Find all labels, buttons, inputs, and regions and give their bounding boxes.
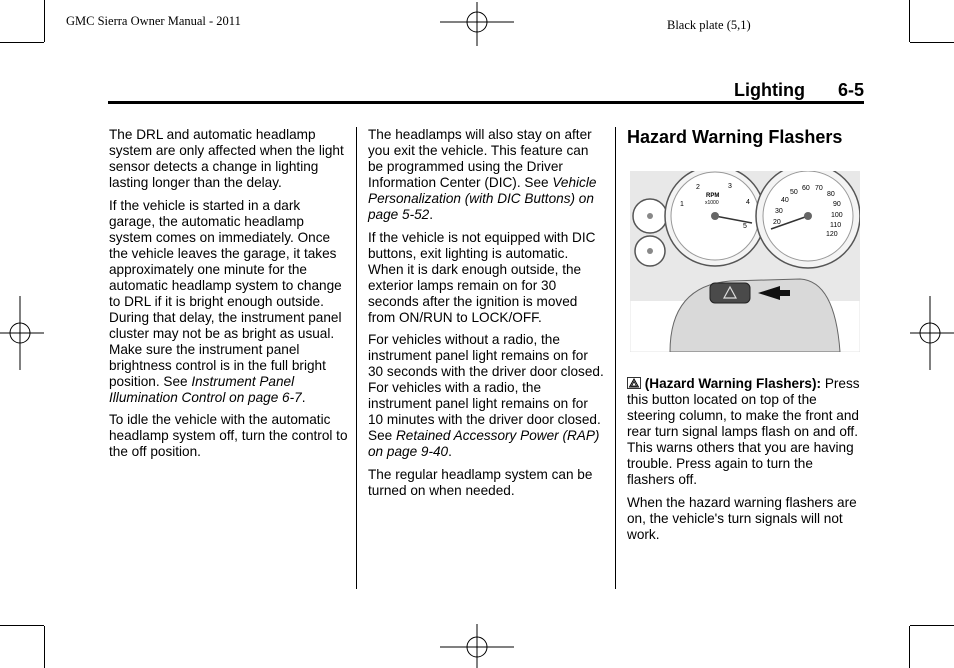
section-title: Lighting <box>734 80 805 100</box>
tick-label: 90 <box>833 201 841 208</box>
rpm-label: RPM <box>706 193 720 199</box>
tick-label: 50 <box>790 189 798 196</box>
tick-label: 20 <box>773 219 781 226</box>
crop-mark <box>910 42 954 43</box>
column-divider <box>615 127 616 589</box>
cross-reference[interactable]: Retained Accessory Power (RAP) on page 9-40 <box>368 428 600 459</box>
registration-mark-left <box>0 296 44 370</box>
cross-reference[interactable]: Vehicle Personalization (with DIC Buttons) on page 5-52 <box>368 175 597 222</box>
crop-mark <box>44 0 45 42</box>
column-2 <box>368 127 604 505</box>
column-3 <box>627 376 863 549</box>
tick-label: 80 <box>827 191 835 198</box>
column-divider <box>356 127 357 589</box>
hazard-warning-icon <box>627 377 641 389</box>
tick-label: 4 <box>746 199 750 206</box>
crop-mark <box>44 626 45 668</box>
tick-label: 3 <box>728 183 732 190</box>
tick-label: 30 <box>775 208 783 215</box>
registration-mark-top <box>440 2 514 46</box>
crop-mark <box>0 625 44 626</box>
tick-label: 120 <box>826 231 838 238</box>
paragraph: If the vehicle is started in a dark garage, the automatic headlamp system comes on immediately. Once the vehicle leaves the garage, it takes approximately one minute for the automatic headlamp system to change to DRL if it is bright enough outside. During that delay, the instrument panel cluster may not be as bright as usual. Make sure the instrument panel brightness control is in the full bright position. See Instrument Panel Illumination Control on page 6-7. <box>109 197 342 405</box>
rpm-sub-label: x1000 <box>705 200 719 206</box>
paragraph: The DRL and automatic headlamp system are only affected when the light sensor detects a change in lighting lasting longer than the delay. <box>109 127 344 190</box>
tick-label: 70 <box>815 185 823 192</box>
paragraph: For vehicles without a radio, the instrument panel light remains on for 30 seconds with the driver door closed. For vehicles with a radio, the instrument panel light remains on for 10 minutes with the driver door closed. See Retained Accessory Power (RAP) on page 9-40. <box>368 332 604 459</box>
tick-label: 40 <box>781 197 789 204</box>
crop-mark <box>909 0 910 42</box>
paragraph <box>627 376 863 488</box>
tick-label: 5 <box>743 223 747 230</box>
cross-reference[interactable]: Instrument Panel Illumination Control on page 6-7 <box>109 373 302 405</box>
tick-label: 110 <box>830 222 842 229</box>
crop-mark <box>0 42 44 43</box>
page-number: 6-5 <box>838 80 865 100</box>
instrument-panel-illustration <box>630 171 860 352</box>
manual-title: GMC Sierra Owner Manual - 2011 <box>66 14 241 28</box>
tick-label: 60 <box>802 185 810 192</box>
paragraph: To idle the vehicle with the automatic headlamp system off, turn the control to the off position. <box>109 412 348 459</box>
section-heading: Hazard Warning Flashers <box>627 127 843 147</box>
crop-mark <box>910 625 954 626</box>
hazard-description: Press this button located on top of the steering column, to make the front and rear turn signal lamps flash on and off. This warns others that you are having trouble. Press again to turn the flashers off. <box>627 376 860 487</box>
tick-label: 1 <box>680 201 684 208</box>
registration-mark-right <box>910 296 954 370</box>
hazard-label: (Hazard Warning Flashers): <box>644 376 822 391</box>
plate-label: Black plate (5,1) <box>667 18 751 32</box>
column-1 <box>109 127 349 467</box>
paragraph: When the hazard warning flashers are on, the vehicle's turn signals will not work. <box>627 494 857 542</box>
crop-mark <box>909 626 910 668</box>
registration-mark-bottom <box>440 624 514 668</box>
header-rule <box>108 101 864 104</box>
paragraph: The headlamps will also stay on after you exit the vehicle. This feature can be programmed using the Driver Information Center (DIC). See Vehicle Personalization (with DIC Buttons) on page 5-52. <box>368 127 597 222</box>
section-header <box>734 80 865 101</box>
tick-label: 100 <box>831 212 843 219</box>
paragraph: The regular headlamp system can be turned on when needed. <box>368 466 593 498</box>
tick-label: 2 <box>696 184 700 191</box>
paragraph: If the vehicle is not equipped with DIC buttons, exit lighting is automatic. When it is dark enough outside, the exterior lamps remain on for 30 seconds after the ignition is moved from ON/RUN to LOCK/OFF. <box>368 229 596 325</box>
